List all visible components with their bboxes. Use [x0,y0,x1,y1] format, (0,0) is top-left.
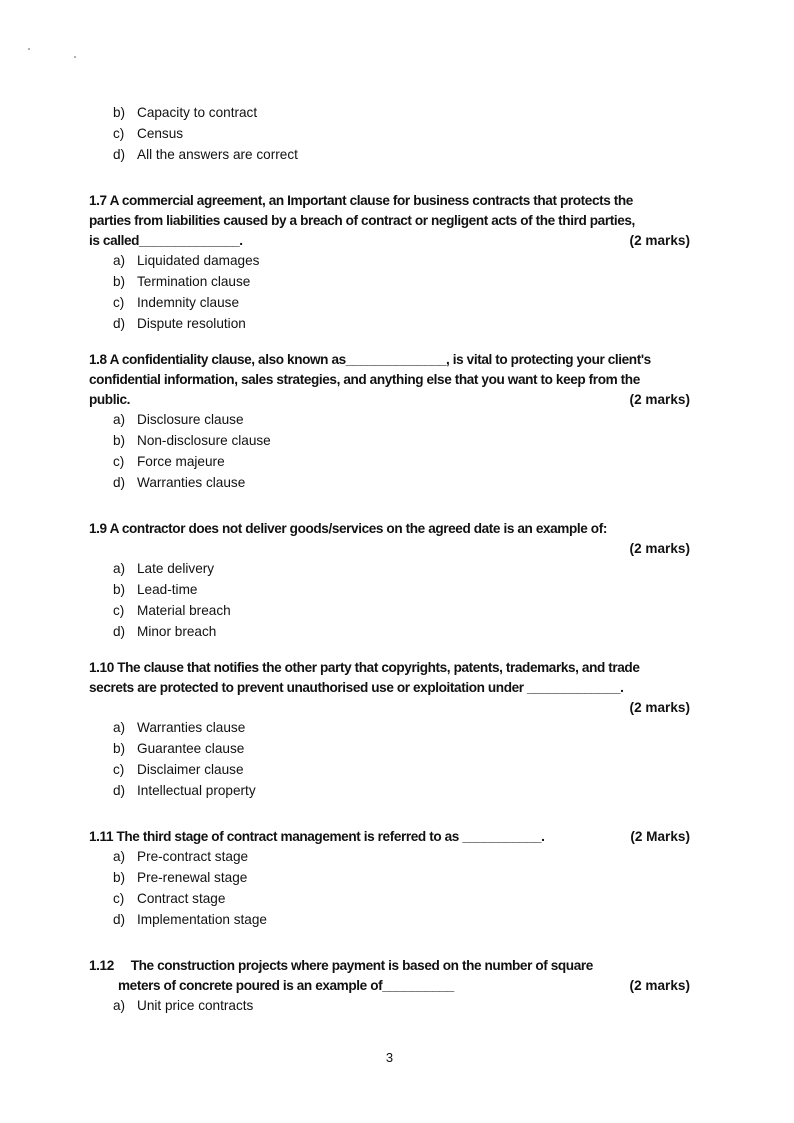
marks: (2 marks) [629,392,690,407]
option: d) Minor breach [113,624,217,639]
option: c) Disclaimer clause [113,762,244,777]
question-1-11 [89,829,690,928]
option: c) Force majeure [113,454,225,469]
option: d) Dispute resolution [113,316,246,331]
option: d) Intellectual property [113,783,256,798]
option: b) Non-disclosure clause [113,433,271,448]
page-number: 3 [385,1050,394,1065]
question-1-9 [89,521,690,640]
option: b) Pre-renewal stage [113,870,248,885]
option: b) Guarantee clause [113,741,245,756]
option: a) Warranties clause [113,720,246,735]
question-text: 1.8 A confidentiality clause, also known as______________, is vital to protecting your client's [89,352,651,367]
option: b) Termination clause [113,274,251,289]
option: b) Lead-time [113,582,198,597]
scan-speck [74,56,76,58]
option: c) Contract stage [113,891,226,906]
option: a) Liquidated damages [113,253,260,268]
marks: (2 marks) [629,233,690,248]
option: c) Census [113,126,184,141]
option: c) Indemnity clause [113,295,240,310]
question-1-12 [89,958,690,1014]
question-text: public. [89,392,131,407]
question-text: is called______________. [89,233,243,248]
question-text: 1.11 The third stage of contract management is referred to as ___________. [89,829,545,844]
question-text: 1.7 A commercial agreement, an Important clause for business contracts that protects the [89,193,633,208]
option: b) Capacity to contract [113,105,258,120]
question-text: 1.12 The construction projects where payment is based on the number of square [89,958,593,973]
question-text: meters of concrete poured is an example of__________ [118,978,454,993]
marks: (2 marks) [629,541,690,556]
option: a) Disclosure clause [113,412,244,427]
question-text: confidential information, sales strategies, and anything else that you want to keep from the [89,372,640,387]
question-1-10 [89,660,690,799]
option: d) Implementation stage [113,912,267,927]
marks: (2 Marks) [630,829,690,844]
question-text: secrets are protected to prevent unauthorised use or exploitation under _____________. [89,680,624,695]
marks: (2 marks) [629,700,690,715]
question-text: parties from liabilities caused by a breach of contract or negligent acts of the third parties, [89,213,635,228]
option: a) Late delivery [113,561,215,576]
option: a) Pre-contract stage [113,849,249,864]
question-1-7 [89,193,690,332]
question-text: 1.9 A contractor does not deliver goods/services on the agreed date is an example of: [89,521,607,536]
marks: (2 marks) [629,978,690,993]
question-1-8 [89,352,690,491]
option: d) Warranties clause [113,475,246,490]
question-text: 1.10 The clause that notifies the other party that copyrights, patents, trademarks, and trade [89,660,640,675]
option: c) Material breach [113,603,231,618]
scan-speck [28,48,30,50]
option: d) All the answers are correct [113,147,298,162]
option: a) Unit price contracts [113,998,254,1013]
